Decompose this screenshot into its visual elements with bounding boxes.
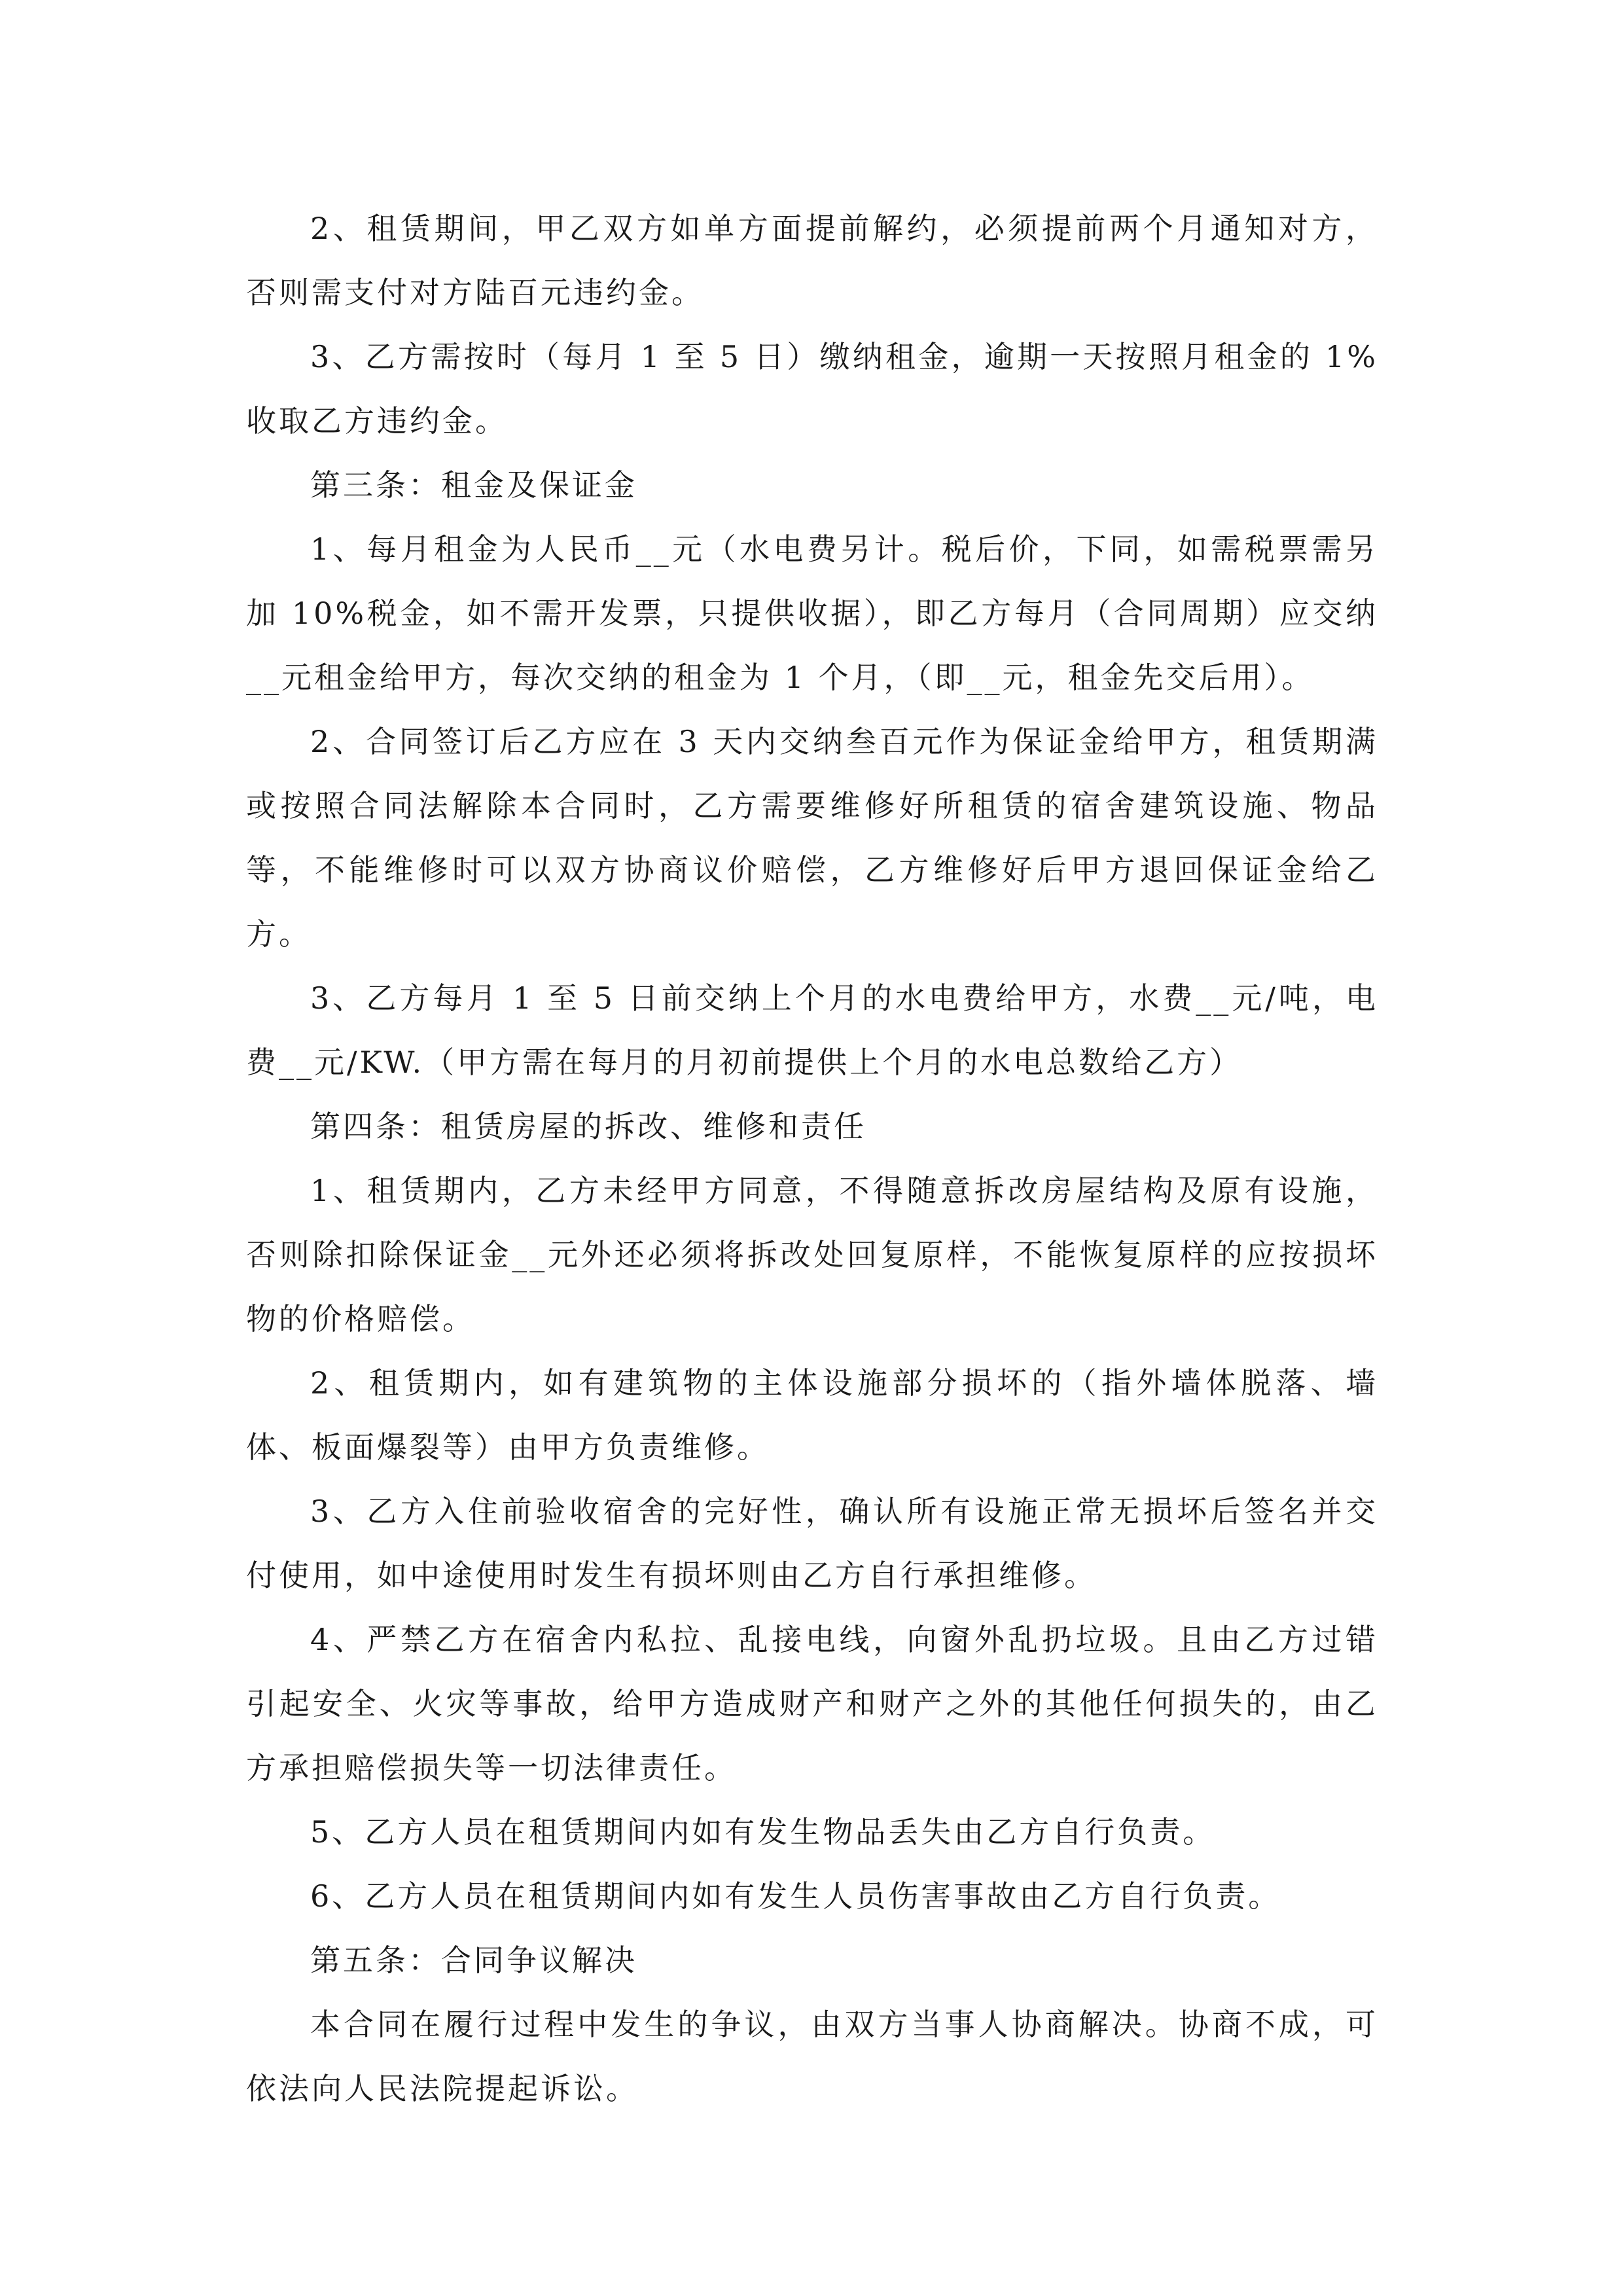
paragraph-deposit: 2、合同签订后乙方应在 3 天内交纳叁百元作为保证金给甲方，租赁期满或按照合同法解除本合同时，乙方需要维修好所租赁的宿舍建筑设施、物品等，不能维修时可以双方协商议价赔偿，乙方维修好后甲方退回保证金给乙方。 bbox=[246, 724, 1378, 952]
paragraph-structural-repairs: 2、租赁期内，如有建筑物的主体设施部分损坏的（指外墙体脱落、墙体、板面爆裂等）由甲方负责维修。 bbox=[246, 1365, 1378, 1465]
paragraph-early-termination: 2、租赁期间，甲乙双方如单方面提前解约，必须提前两个月通知对方，否则需支付对方陆百元违约金。 bbox=[246, 211, 1378, 310]
paragraph-utilities: 3、乙方每月 1 至 5 日前交纳上个月的水电费给甲方，水费__元/吨，电费__元/KW.（甲方需在每月的月初前提供上个月的水电总数给乙方） bbox=[246, 980, 1378, 1080]
paragraph-safety: 4、严禁乙方在宿舍内私拉、乱接电线，向窗外乱扔垃圾。且由乙方过错引起安全、火灾等事故，给甲方造成财产和财产之外的其他任何损失的，由乙方承担赔偿损失等一切法律责任。 bbox=[246, 1622, 1378, 1785]
paragraph-lost-items: 5、乙方人员在租赁期间内如有发生物品丢失由乙方自行负责。 bbox=[310, 1814, 1216, 1850]
paragraph-monthly-rent: 1、每月租金为人民币__元（水电费另计。税后价，下同，如需税票需另加 10%税金，如不需开发票，只提供收据），即乙方每月（合同周期）应交纳__元租金给甲方，每次交纳的租金为 1 个月，（即__元，租金先交后用）。 bbox=[246, 531, 1378, 695]
paragraph-inspection: 3、乙方入住前验收宿舍的完好性，确认所有设施正常无损坏后签名并交付使用，如中途使用时发生有损坏则由乙方自行承担维修。 bbox=[246, 1494, 1378, 1593]
paragraph-injury: 6、乙方人员在租赁期间内如有发生人员伤害事故由乙方自行负责。 bbox=[310, 1878, 1281, 1914]
paragraph-dispute-resolution: 本合同在履行过程中发生的争议，由双方当事人协商解决。协商不成，可依法向人民法院提起诉讼。 bbox=[246, 2007, 1378, 2106]
section-heading-disputes: 第五条：合同争议解决 bbox=[310, 1943, 637, 1978]
section-heading-repairs: 第四条：租赁房屋的拆改、维修和责任 bbox=[310, 1109, 866, 1144]
paragraph-alterations: 1、租赁期内，乙方未经甲方同意，不得随意拆改房屋结构及原有设施，否则除扣除保证金__元外还必须将拆改处回复原样，不能恢复原样的应按损坏物的价格赔偿。 bbox=[246, 1173, 1378, 1336]
paragraph-late-payment: 3、乙方需按时（每月 1 至 5 日）缴纳租金，逾期一天按照月租金的 1%收取乙方违约金。 bbox=[246, 339, 1378, 439]
section-heading-rent-deposit: 第三条：租金及保证金 bbox=[310, 467, 637, 503]
document-body bbox=[246, 196, 1378, 2121]
